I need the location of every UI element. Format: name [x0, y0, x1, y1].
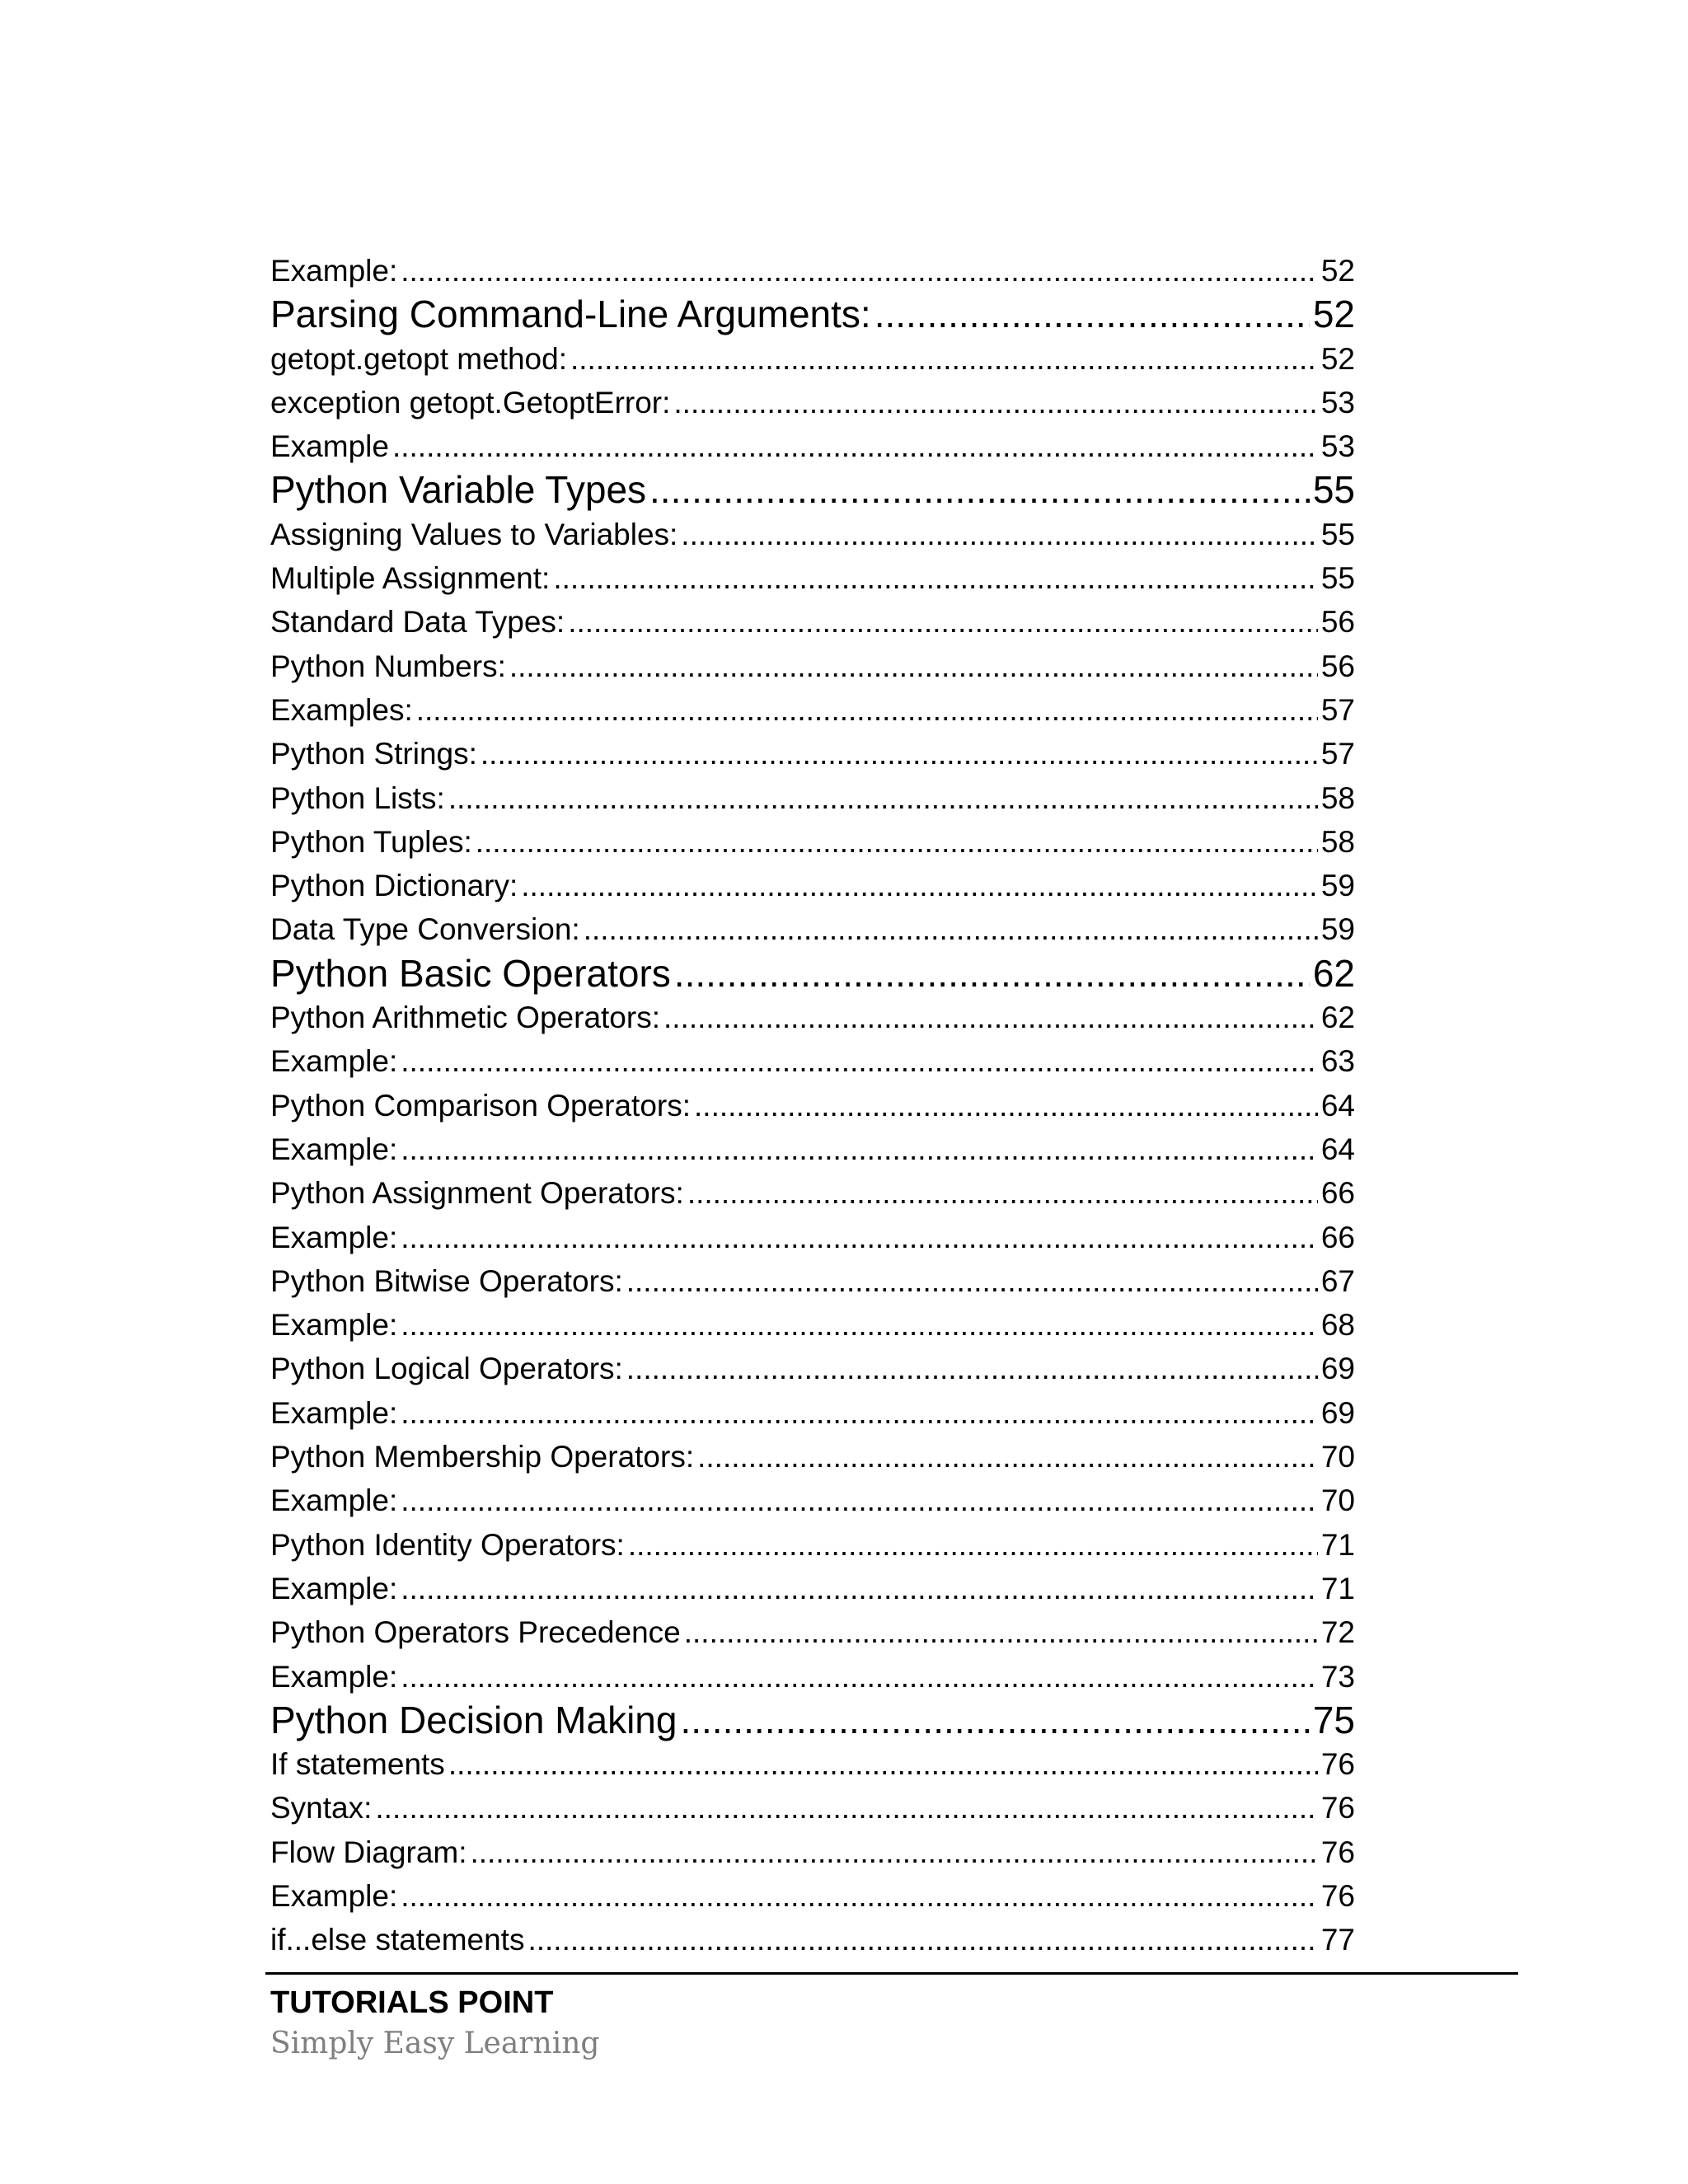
toc-entry-label: Python Identity Operators:: [270, 1527, 625, 1562]
toc-entry-label: Example:: [270, 1308, 398, 1343]
toc-entry[interactable]: [270, 513, 1355, 556]
toc-entry[interactable]: [270, 424, 1355, 468]
toc-entry-page: 52: [1312, 293, 1355, 336]
toc-entry[interactable]: [270, 1830, 1355, 1874]
toc-leader-dots: [874, 293, 1310, 336]
toc-entry[interactable]: [270, 1742, 1355, 1786]
toc-entry[interactable]: [270, 1171, 1355, 1215]
toc-entry-page: 57: [1320, 692, 1355, 727]
toc-entry-page: 72: [1320, 1615, 1355, 1650]
toc-entry-label: Python Decision Making: [270, 1698, 678, 1741]
toc-entry[interactable]: [270, 1874, 1355, 1918]
toc-entry-label: Python Assignment Operators:: [270, 1176, 684, 1211]
toc-entry-page: 62: [1312, 951, 1355, 995]
toc-entry-page: 57: [1320, 737, 1355, 771]
toc-entry-page: 59: [1320, 912, 1355, 947]
toc-leader-dots: [401, 249, 1318, 293]
toc-leader-dots: [448, 776, 1318, 820]
toc-entry[interactable]: [270, 1918, 1355, 1961]
toc-leader-dots: [471, 1830, 1318, 1874]
toc-entry-page: 55: [1312, 468, 1355, 512]
toc-entry[interactable]: [270, 1259, 1355, 1303]
toc-entry[interactable]: [270, 776, 1355, 820]
toc-entry-label: if...else statements: [270, 1923, 525, 1957]
toc-leader-dots: [626, 1259, 1318, 1303]
toc-entry-page: 76: [1320, 1791, 1355, 1825]
toc-entry[interactable]: [270, 556, 1355, 600]
toc-leader-dots: [416, 688, 1318, 732]
toc-leader-dots: [401, 1216, 1318, 1259]
toc-entry-page: 52: [1320, 341, 1355, 376]
toc-leader-dots: [681, 513, 1318, 556]
toc-entry-label: exception getopt.GetoptError:: [270, 385, 671, 419]
toc-entry-page: 58: [1320, 780, 1355, 815]
toc-entry-label: Python Operators Precedence: [270, 1615, 681, 1650]
toc-leader-dots: [401, 1127, 1318, 1171]
toc-entry-page: 62: [1320, 1001, 1355, 1035]
toc-entry-page: 76: [1320, 1878, 1355, 1913]
toc-leader-dots: [392, 424, 1318, 468]
toc-entry-page: 53: [1320, 385, 1355, 419]
toc-entry-label: Example: [270, 429, 389, 464]
toc-leader-dots: [673, 381, 1317, 424]
toc-entry-label: Python Lists:: [270, 780, 445, 815]
toc-entry[interactable]: [270, 249, 1355, 293]
toc-entry-label: Python Membership Operators:: [270, 1440, 695, 1474]
toc-entry[interactable]: [270, 1479, 1355, 1522]
toc-entry-page: 55: [1320, 517, 1355, 551]
toc-entry-label: Python Numbers:: [270, 649, 506, 683]
toc-leader-dots: [375, 1786, 1317, 1830]
toc-entry[interactable]: [270, 1435, 1355, 1479]
toc-leader-dots: [694, 1084, 1318, 1127]
toc-leader-dots: [448, 1742, 1318, 1786]
toc-leader-dots: [401, 1303, 1318, 1347]
toc-entry-page: 68: [1320, 1308, 1355, 1343]
toc-leader-dots: [584, 907, 1318, 951]
toc-entry[interactable]: [270, 864, 1355, 907]
toc-entry-page: 70: [1320, 1440, 1355, 1474]
toc-leader-dots: [481, 732, 1318, 776]
toc-leader-dots: [663, 996, 1318, 1039]
toc-entry-page: 59: [1320, 869, 1355, 903]
toc-entry-page: 64: [1320, 1088, 1355, 1122]
toc-entry-page: 70: [1320, 1483, 1355, 1518]
table-of-contents: [270, 249, 1355, 1962]
toc-entry[interactable]: [270, 907, 1355, 951]
toc-entry-label: Assigning Values to Variables:: [270, 517, 678, 551]
toc-entry-page: 76: [1320, 1835, 1355, 1869]
toc-entry[interactable]: [270, 600, 1355, 644]
toc-leader-dots: [528, 1918, 1317, 1961]
toc-entry-label: Python Arithmetic Operators:: [270, 1001, 660, 1035]
toc-entry[interactable]: [270, 1127, 1355, 1171]
toc-entry[interactable]: [270, 644, 1355, 688]
toc-leader-dots: [401, 1874, 1318, 1918]
toc-entry-label: Python Logical Operators:: [270, 1352, 623, 1386]
toc-entry[interactable]: [270, 1786, 1355, 1830]
toc-leader-dots: [401, 1567, 1318, 1610]
toc-entry-page: 55: [1320, 561, 1355, 596]
toc-leader-dots: [680, 1699, 1309, 1742]
toc-entry-label: Example:: [270, 1132, 398, 1166]
footer-brand: TUTORIALS POINT: [270, 1985, 554, 2020]
toc-leader-dots: [476, 820, 1318, 864]
toc-entry-label: Syntax:: [270, 1791, 373, 1825]
toc-entry-page: 52: [1320, 254, 1355, 288]
toc-entry[interactable]: [270, 381, 1355, 424]
toc-entry-page: 73: [1320, 1659, 1355, 1694]
toc-entry-label: Example:: [270, 1659, 398, 1694]
toc-entry-label: Example:: [270, 1044, 398, 1079]
toc-leader-dots: [568, 600, 1318, 644]
toc-entry-page: 64: [1320, 1132, 1355, 1166]
toc-entry[interactable]: [270, 1084, 1355, 1127]
toc-entry[interactable]: [270, 1391, 1355, 1435]
toc-entry-label: Data Type Conversion:: [270, 912, 580, 947]
toc-entry-label: Python Tuples:: [270, 824, 472, 859]
toc-entry-page: 75: [1312, 1698, 1355, 1741]
toc-entry-label: getopt.getopt method:: [270, 341, 567, 376]
toc-leader-dots: [687, 1171, 1318, 1215]
toc-entry-page: 58: [1320, 824, 1355, 859]
toc-leader-dots: [570, 337, 1318, 381]
toc-entry-label: Standard Data Types:: [270, 605, 565, 640]
toc-section-entry[interactable]: [270, 952, 1355, 996]
toc-entry-page: 63: [1320, 1044, 1355, 1079]
toc-section-entry[interactable]: [270, 468, 1355, 512]
toc-entry-page: 69: [1320, 1395, 1355, 1430]
toc-entry-label: Example:: [270, 1571, 398, 1605]
toc-entry-page: 66: [1320, 1220, 1355, 1254]
footer-tagline: Simply Easy Learning: [270, 2027, 600, 2060]
toc-entry-page: 67: [1320, 1263, 1355, 1298]
toc-entry-page: 69: [1320, 1352, 1355, 1386]
toc-section-entry[interactable]: [270, 1699, 1355, 1742]
toc-leader-dots: [401, 1391, 1318, 1435]
toc-entry[interactable]: [270, 1567, 1355, 1610]
toc-leader-dots: [697, 1435, 1318, 1479]
toc-leader-dots: [684, 1610, 1318, 1654]
toc-entry[interactable]: [270, 1655, 1355, 1699]
toc-leader-dots: [509, 644, 1318, 688]
toc-entry-label: Example:: [270, 1878, 398, 1913]
toc-entry[interactable]: [270, 1523, 1355, 1567]
toc-entry-label: Example:: [270, 1395, 398, 1430]
toc-entry-page: 53: [1320, 429, 1355, 464]
toc-entry-page: 71: [1320, 1527, 1355, 1562]
toc-leader-dots: [649, 468, 1310, 512]
toc-entry[interactable]: [270, 820, 1355, 864]
toc-entry[interactable]: [270, 732, 1355, 776]
toc-entry[interactable]: [270, 1216, 1355, 1259]
toc-entry[interactable]: [270, 337, 1355, 381]
toc-entry-label: Python Variable Types: [270, 468, 647, 512]
toc-entry-page: 76: [1320, 1747, 1355, 1782]
toc-entry-label: Python Basic Operators: [270, 951, 671, 995]
toc-entry-label: Example:: [270, 254, 398, 288]
toc-entry-page: 56: [1320, 649, 1355, 683]
toc-entry-label: Flow Diagram:: [270, 1835, 467, 1869]
toc-entry-label: Python Bitwise Operators:: [270, 1263, 623, 1298]
toc-entry-label: Example:: [270, 1483, 398, 1518]
toc-entry-label: Python Dictionary:: [270, 869, 518, 903]
toc-entry-page: 66: [1320, 1176, 1355, 1211]
toc-entry[interactable]: [270, 1347, 1355, 1390]
toc-entry-label: Parsing Command-Line Arguments:: [270, 293, 871, 336]
toc-section-entry[interactable]: [270, 293, 1355, 336]
toc-entry-label: Python Comparison Operators:: [270, 1088, 692, 1122]
toc-entry[interactable]: [270, 996, 1355, 1039]
toc-entry-page: 71: [1320, 1571, 1355, 1605]
toc-entry[interactable]: [270, 1610, 1355, 1654]
toc-leader-dots: [401, 1655, 1318, 1699]
toc-leader-dots: [674, 952, 1310, 996]
toc-entry-label: Example:: [270, 1220, 398, 1254]
toc-entry[interactable]: [270, 688, 1355, 732]
footer-divider: [265, 1972, 1518, 1975]
toc-leader-dots: [401, 1039, 1318, 1083]
toc-entry-label: Multiple Assignment:: [270, 561, 551, 596]
toc-entry-page: 77: [1320, 1923, 1355, 1957]
toc-entry[interactable]: [270, 1303, 1355, 1347]
toc-entry-label: Python Strings:: [270, 737, 477, 771]
toc-leader-dots: [401, 1479, 1318, 1522]
toc-leader-dots: [553, 556, 1318, 600]
toc-leader-dots: [628, 1523, 1318, 1567]
toc-entry-page: 56: [1320, 605, 1355, 640]
toc-leader-dots: [521, 864, 1318, 907]
toc-entry-label: Examples:: [270, 692, 413, 727]
toc-entry[interactable]: [270, 1039, 1355, 1083]
toc-leader-dots: [626, 1347, 1318, 1390]
toc-entry-label: If statements: [270, 1747, 445, 1782]
